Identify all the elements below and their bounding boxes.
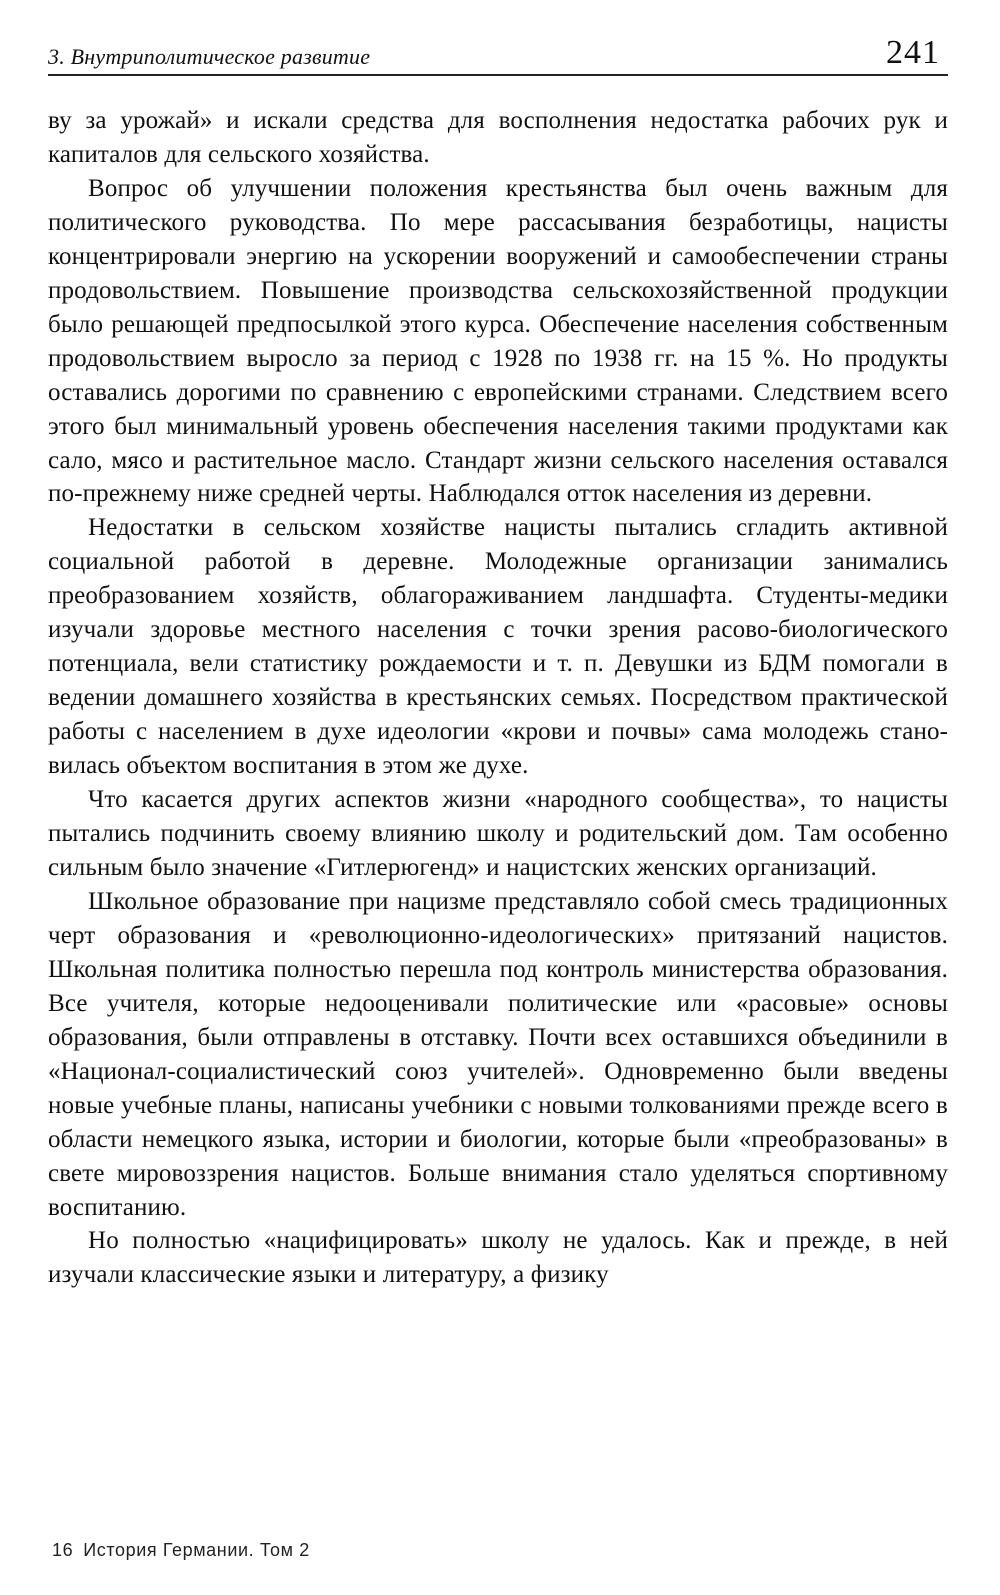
paragraph: Но полностью «нацифицировать» школу не удалось. Как и прежде, в ней изучали классические языки и литературу, а физику	[48, 1227, 948, 1289]
paragraph-continued: ву за урожай» и искали средства для восполнения недостатка рабочих рук и капиталов для сельского хозяйства.	[48, 107, 948, 168]
body-text	[48, 104, 948, 1292]
paragraph: Недостатки в сельском хозяйстве нацисты пытались сгладить активной социальной работой в деревне. Молодежные организации занимались преобразованием хозяйств, облагораживанием ландшафта. Студенты-медики изучали здоровье местного населения с точки зрения расово-биологического потенциала, вели статистику рождаемости и т. п. Девушки из БДМ помогали в ведении домашнего хозяйства в крестьянских семьях. Посредством практической работы с населением в духе идеологии «крови и почвы» сама молодежь становилась объектом воспитания в этом же духе.	[48, 514, 948, 780]
paragraph: Что касается других аспектов жизни «народного сообщества», то нацисты пытались подчинить своему влиянию школу и родительский дом. Там особенно сильным было значение «Гитлерюгенд» и нацистских женских организаций.	[48, 786, 948, 881]
running-title: 3. Внутриполитическое развитие	[48, 44, 371, 69]
signature-footer	[52, 1540, 310, 1561]
page-number: 241	[886, 34, 940, 71]
paragraph: Вопрос об улучшении положения крестьянства был очень важным для политического руководства. По мере рассасывания безработицы, нацисты концентрировали энергию на ускорении вооружений и самообеспечении страны продовольствием. Повышение производства сельскохозяйственной продукции было решающей предпосылкой этого курса. Обеспечение населения собственным продовольствием выросло за период с 1928 по 1938 гг. на 15 %. Но продукты оставались дорогими по сравнению с европейскими странами. Следствием всего этого был минимальный уровень обеспечения населения такими продуктами как сало, мясо и растительное масло. Стандарт жизни сельского населения оставался по-прежнему ниже средней черты. Наблюдался отток населения из деревни.	[48, 174, 948, 508]
running-head	[48, 34, 948, 76]
signature-text: История Германии. Том 2	[83, 1540, 310, 1560]
paragraph: Школьное образование при нацизме представляло собой смесь традиционных черт образования и «революционно-идеологических» притязаний нацистов. Школьная политика полностью перешла под контроль министерства образования. Все учителя, которые недооценивали политические или «расовые» основы образования, были отправлены в отставку. Почти всех оставшихся объединили в «Национал-социалистический союз учителей». Одновременно были введены новые учебные планы, написаны учебники с новыми толкованиями прежде всего в области немецкого языка, истории и биологии, которые были «преобразованы» в свете мировоззрения нацистов. Больше внимания стало уделяться спортивному воспитанию.	[48, 887, 948, 1221]
signature-number: 16	[52, 1540, 74, 1560]
